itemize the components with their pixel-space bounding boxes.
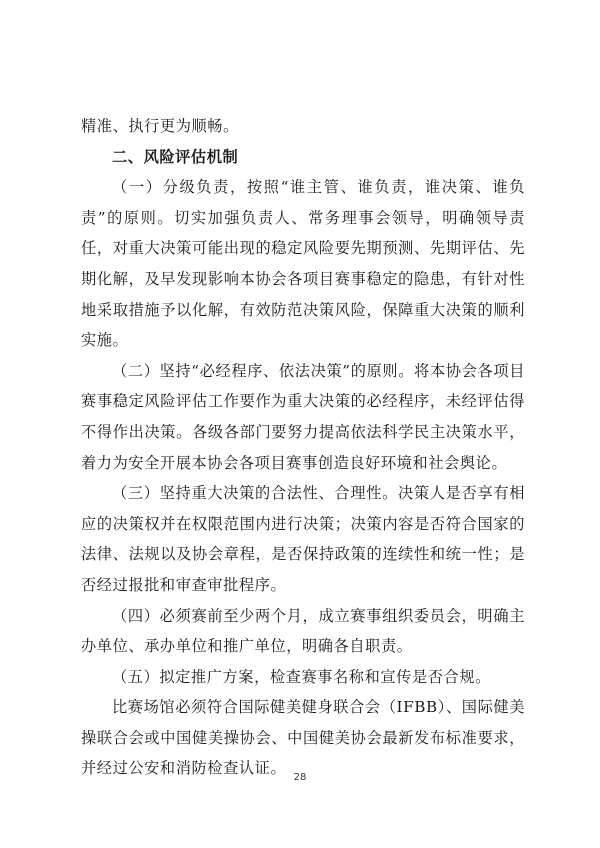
paragraph-item-1: （一）分级负责，按照“谁主管、谁负责，谁决策、谁负责”的原则。切实加强负责人、常务理事会领导，明确领导责任，对重大决策可能出现的稳定风险要先期预测、先期评估、先期化解，及早发现影响本协会各项目赛事稳定的隐患，有针对性地采取措施予以化解，有效防范决策风险，保障重大决策的顺利实施。 [81, 178, 525, 350]
paragraph-item-2: （二）坚持“必经程序、依法决策”的原则。将本协会各项目赛事稳定风险评估工作要作为重大决策的必经程序，未经评估得不得作出决策。各级各部门要努力提高依法科学民主决策水平，着力为安全开展本协会各项目赛事创造良好环境和社会舆论。 [81, 361, 525, 472]
paragraph-item-4: （四）必须赛前至少两个月，成立赛事组织委员会，明确主办单位、承办单位和推广单位，明确各自职责。 [81, 606, 525, 656]
paragraph-venue-requirements: 比赛场馆必须符合国际健美健身联合会（IFBB）、国际健美操联合会或中国健美操协会、中国健美协会最新发布标准要求，并经过公安和消防检查认证。 [81, 698, 525, 778]
page-number: 28 [293, 772, 307, 783]
document-body [81, 111, 525, 784]
paragraph-continuation: 精准、执行更为顺畅。 [81, 117, 239, 135]
paragraph-item-5: （五）拟定推广方案，检查赛事名称和宣传是否合规。 [112, 667, 491, 686]
paragraph-item-3: （三）坚持重大决策的合法性、合理性。决策人是否享有相应的决策权并在权限范围内进行决策；决策内容是否符合国家的法律、法规以及协会章程，是否保持政策的连续性和统一性；是否经过报批和审查审批程序。 [81, 484, 525, 594]
section-heading-risk-assessment: 二、风险评估机制 [112, 147, 239, 166]
